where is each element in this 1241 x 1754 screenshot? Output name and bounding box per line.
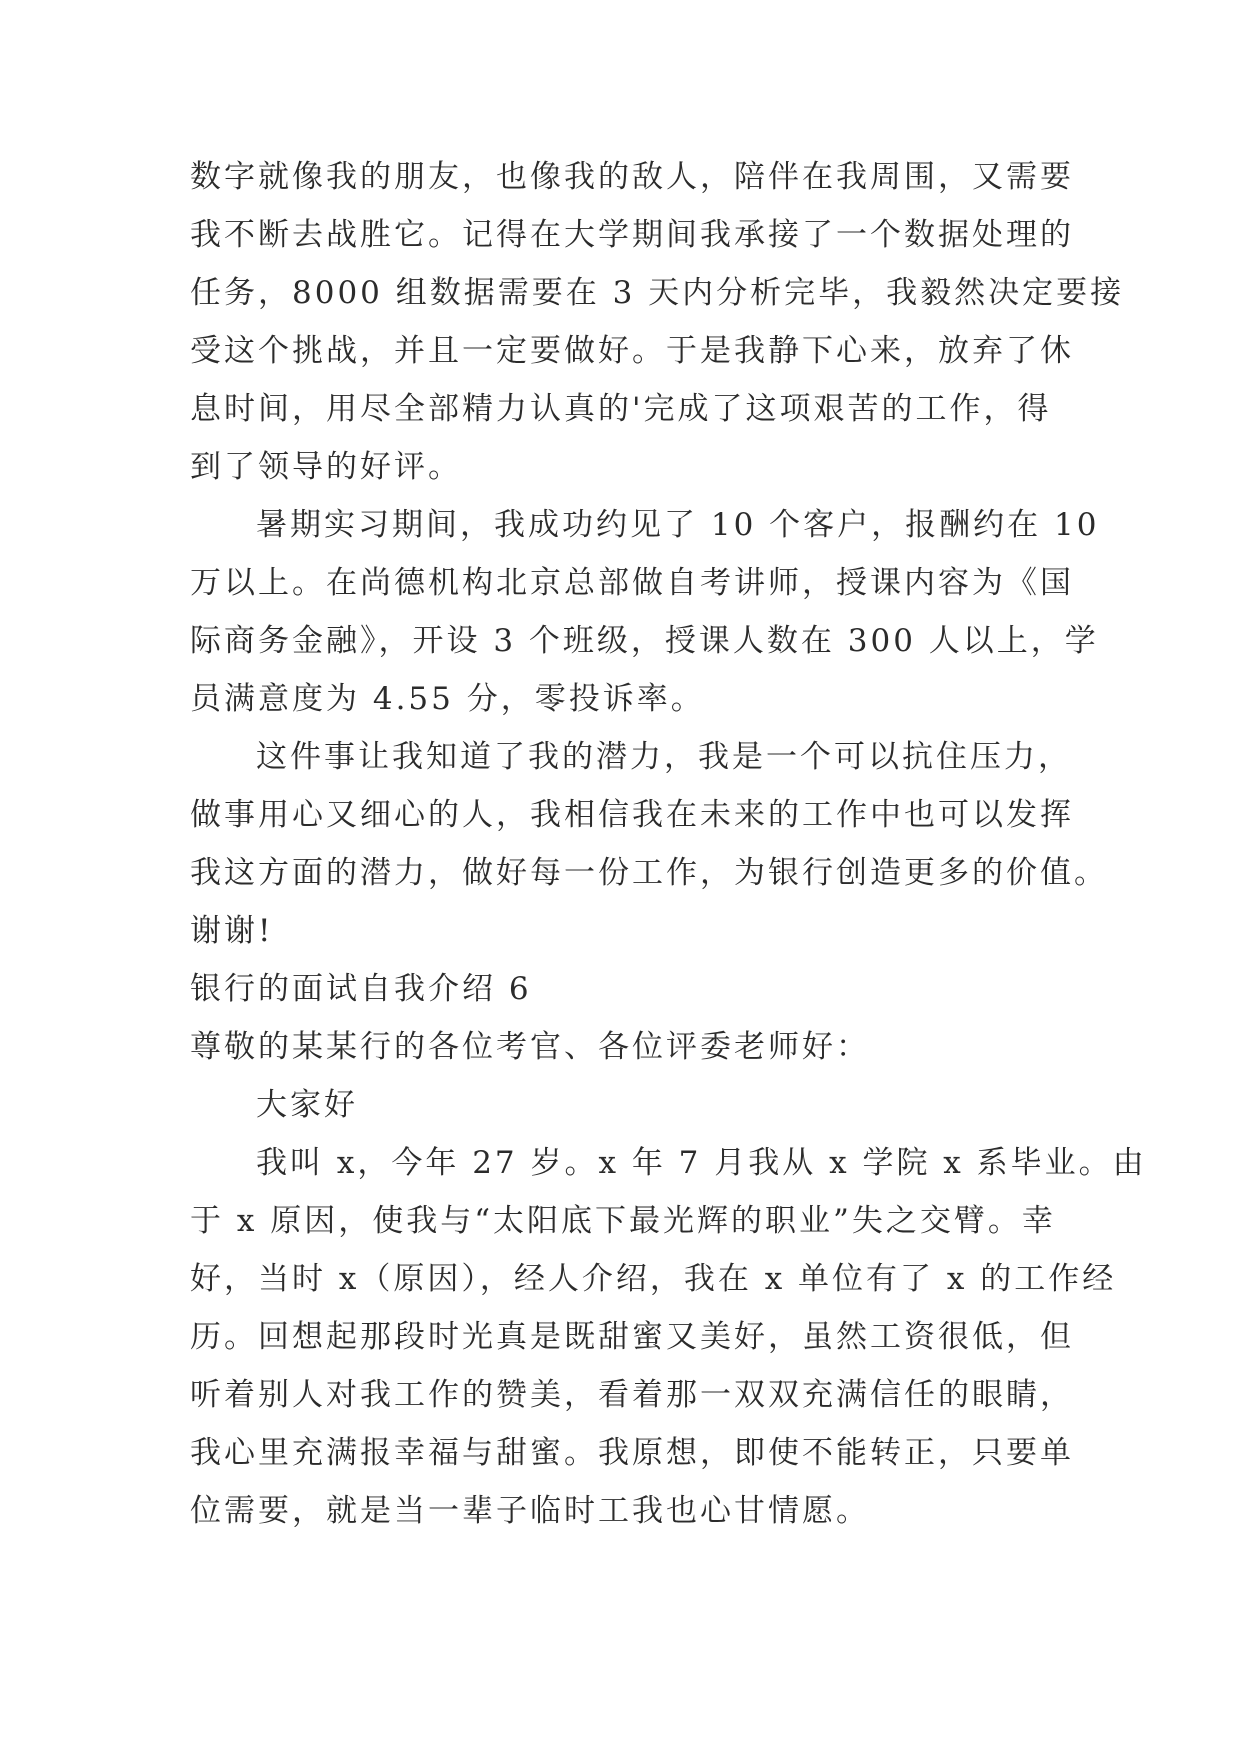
document-body bbox=[190, 148, 1147, 1540]
paragraph-line: 我不断去战胜它。记得在大学期间我承接了一个数据处理的 bbox=[190, 217, 1074, 253]
paragraph-line: 暑期实习期间，我成功约见了 10 个客户，报酬约在 10 bbox=[256, 507, 1100, 543]
paragraph-line: 谢谢! bbox=[190, 913, 274, 949]
greeting: 大家好 bbox=[256, 1087, 358, 1123]
paragraph-1 bbox=[190, 148, 1125, 496]
paragraph-line: 员满意度为 4.55 分，零投诉率。 bbox=[190, 681, 705, 717]
paragraph-line: 历。回想起那段时光真是既甜蜜又美好，虽然工资很低，但 bbox=[190, 1319, 1074, 1355]
paragraph-line: 位需要，就是当一辈子临时工我也心甘情愿。 bbox=[190, 1493, 870, 1529]
paragraph-3 bbox=[190, 728, 1108, 960]
paragraph-line: 这件事让我知道了我的潜力，我是一个可以抗住压力， bbox=[256, 739, 1072, 775]
section-title: 银行的面试自我介绍 6 bbox=[190, 971, 532, 1007]
paragraph-4 bbox=[190, 1134, 1147, 1540]
paragraph-line: 好，当时 x（原因），经人介绍，我在 x 单位有了 x 的工作经 bbox=[190, 1261, 1117, 1297]
salutation: 尊敬的某某行的各位考官、各位评委老师好： bbox=[190, 1029, 870, 1065]
paragraph-line: 受这个挑战，并且一定要做好。于是我静下心来，放弃了休 bbox=[190, 333, 1074, 369]
paragraph-2 bbox=[190, 496, 1100, 728]
paragraph-line: 我心里充满报幸福与甜蜜。我原想，即使不能转正，只要单 bbox=[190, 1435, 1074, 1471]
paragraph-line: 做事用心又细心的人，我相信我在未来的工作中也可以发挥 bbox=[190, 797, 1074, 833]
paragraph-line: 万以上。在尚德机构北京总部做自考讲师，授课内容为《国 bbox=[190, 565, 1074, 601]
paragraph-line: 于 x 原因，使我与“太阳底下最光辉的职业”失之交臂。幸 bbox=[190, 1203, 1056, 1239]
paragraph-line: 数字就像我的朋友，也像我的敌人，陪伴在我周围，又需要 bbox=[190, 159, 1074, 195]
paragraph-line: 我这方面的潜力，做好每一份工作，为银行创造更多的价值。 bbox=[190, 855, 1108, 891]
paragraph-line: 际商务金融》，开设 3 个班级，授课人数在 300 人以上，学 bbox=[190, 623, 1099, 659]
paragraph-line: 到了领导的好评。 bbox=[190, 449, 462, 485]
paragraph-line: 息时间，用尽全部精力认真的'完成了这项艰苦的工作，得 bbox=[190, 391, 1052, 427]
paragraph-line: 听着别人对我工作的赞美，看着那一双双充满信任的眼睛， bbox=[190, 1377, 1074, 1413]
paragraph-line: 任务，8000 组数据需要在 3 天内分析完毕，我毅然决定要接 bbox=[190, 275, 1125, 311]
paragraph-line: 我叫 x，今年 27 岁。x 年 7 月我从 x 学院 x 系毕业。由 bbox=[256, 1145, 1147, 1181]
